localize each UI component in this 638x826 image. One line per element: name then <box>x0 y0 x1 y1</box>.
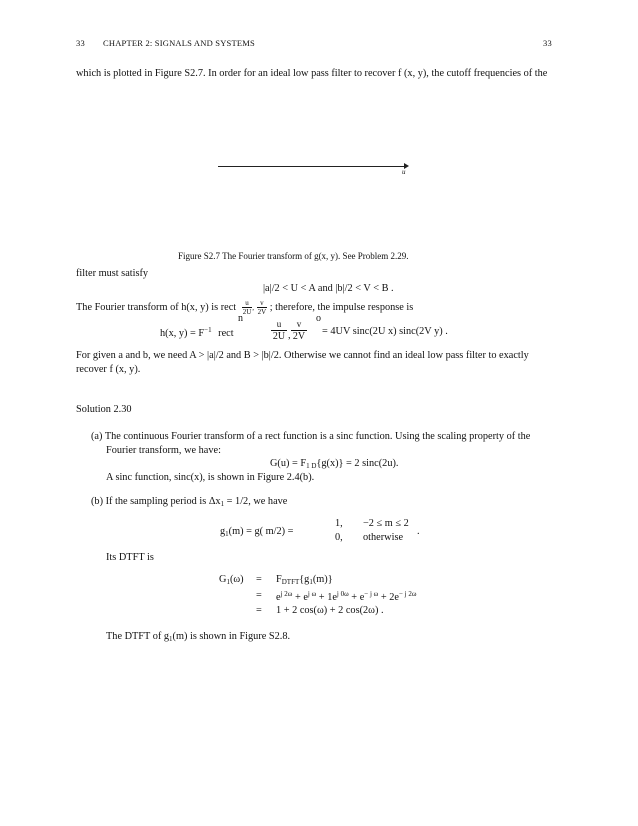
part-a-line-2: Fourier transform, we have: <box>106 445 221 456</box>
fraction-denominator: 2U <box>272 331 286 342</box>
dtft-g-rest: (ω) <box>229 574 244 585</box>
row2-d: + e <box>348 592 365 603</box>
part-b-line-1-pre: (b) If the sampling period is Δx <box>91 496 221 507</box>
dtft-row-1-end: (m)} <box>312 574 333 585</box>
final-post: (m) is shown in Figure S2.8. <box>172 631 291 642</box>
impulse-lhs <box>160 326 234 339</box>
figure-caption: Figure S2.7 The Fourier transform of g(x, y). See Problem 2.29. <box>178 251 409 261</box>
ft-prefix: The Fourier transform of h(x, y) is rect <box>76 301 237 313</box>
piece-g: g <box>220 526 226 537</box>
final-pre: The DTFT of g <box>106 631 170 642</box>
rect-function: rect <box>218 328 234 339</box>
row2-sup-5: − j 2ω <box>398 590 417 598</box>
case-2-condition: otherwise <box>363 532 404 543</box>
part-a-line-1: (a) The continuous Fourier transform of a rect function is a sinc function. Using the scaling property of the <box>91 431 531 442</box>
eq-lhs: G(u) = F <box>270 458 307 469</box>
ft-sentence <box>76 299 413 316</box>
piece-sub: 1 <box>225 530 229 538</box>
fraction-denominator: 2U <box>242 308 252 316</box>
part-a-line-3: A sinc function, sinc(x), is shown in Figure 2.4(b). <box>106 472 315 483</box>
fraction-denominator: 2V <box>257 308 267 316</box>
dtft-row-1-rest: {g <box>299 574 310 585</box>
fraction-numerator: u <box>271 319 287 331</box>
dtft-f-sub: DTFT <box>281 578 300 586</box>
solution-title: Solution 2.30 <box>76 404 132 415</box>
part-a-equation <box>270 458 398 470</box>
ft-suffix: ; therefore, the impulse response is <box>269 301 414 313</box>
page-number-right: 33 <box>543 38 552 48</box>
dtft-eq-1: = <box>256 574 262 585</box>
impulse-lhs-text: h(x, y) = F <box>160 328 205 339</box>
inverse-superscript: −1 <box>204 326 212 334</box>
chapter-title: CHAPTER 2: SIGNALS AND SYSTEMS <box>103 38 255 48</box>
fraction-denominator: 2V <box>292 331 306 342</box>
piecewise-lhs <box>220 526 293 538</box>
row2-sup-2: j ω <box>307 590 317 598</box>
brace-close: o <box>316 313 321 324</box>
eq-rhs: {g(x)} = 2 sinc(2u). <box>316 458 399 469</box>
intro-paragraph: which is plotted in Figure S2.7. In order for an ideal low pass filter to recover f (x, y), the cutoff frequencies of the <box>76 68 548 79</box>
part-b-subscript: 1 <box>220 500 225 508</box>
impulse-frac2 <box>291 319 307 343</box>
eq-subscript: 1 D <box>306 462 317 470</box>
given-line-1: For given a and b, we need A > |a|/2 and B > |b|/2. Otherwise we cannot find an ideal low pass filter to exactly <box>76 350 529 361</box>
part-b-line-1-post: = 1/2, we have <box>224 496 288 507</box>
dtft-row-3: 1 + 2 cos(ω) + 2 cos(2ω) . <box>276 605 384 616</box>
piece-rest: (m) = g( m/2) = <box>228 526 294 537</box>
impulse-frac1 <box>271 319 287 343</box>
fraction-comma: , <box>288 330 291 341</box>
dtft-row-1 <box>276 574 333 586</box>
cutoff-condition: |a|/2 < U < A and |b|/2 < V < B . <box>263 283 394 294</box>
dtft-f: F <box>276 574 282 585</box>
piecewise-end: . <box>417 526 420 537</box>
fraction-numerator: v <box>257 299 268 308</box>
case-1-condition: −2 ≤ m ≤ 2 <box>363 518 409 529</box>
u-axis-line <box>218 166 407 167</box>
dtft-row-2 <box>276 590 416 603</box>
dtft-eq-2: = <box>256 590 262 601</box>
brace-open: n <box>238 313 243 324</box>
part-b-line-1 <box>91 496 287 508</box>
filter-text: filter must satisfy <box>76 268 149 279</box>
row2-e: + 2e <box>378 592 399 603</box>
dtft-eq-3: = <box>256 605 262 616</box>
page-number-left: 33 <box>76 38 85 48</box>
dtft-label: Its DTFT is <box>106 552 154 563</box>
case-1-value: 1, <box>335 518 343 529</box>
u-axis-label: u <box>402 168 406 176</box>
fraction-numerator: u <box>242 299 253 308</box>
row2-a: e <box>276 592 281 603</box>
dtft-lhs <box>219 574 244 586</box>
dtft-g: G <box>219 574 227 585</box>
row2-c: + 1e <box>316 592 337 603</box>
row2-sup-1: j 2ω <box>280 590 293 598</box>
final-line <box>106 631 290 643</box>
given-line-2: recover f (x, y). <box>76 364 141 375</box>
row2-sup-3: j 0ω <box>336 590 349 598</box>
fraction-u-2u <box>242 299 253 316</box>
row2-b: + e <box>292 592 308 603</box>
fraction-numerator: v <box>291 319 307 331</box>
final-sub: 1 <box>169 635 173 643</box>
row2-sup-4: − j ω <box>364 590 379 598</box>
case-2-value: 0, <box>335 532 343 543</box>
impulse-rhs: = 4UV sinc(2U x) sinc(2V y) . <box>322 326 448 337</box>
fraction-comma: , <box>252 303 255 312</box>
dtft-g-sub-2: 1 <box>309 578 313 586</box>
fraction-v-2v <box>257 299 268 316</box>
dtft-g-sub: 1 <box>226 578 230 586</box>
